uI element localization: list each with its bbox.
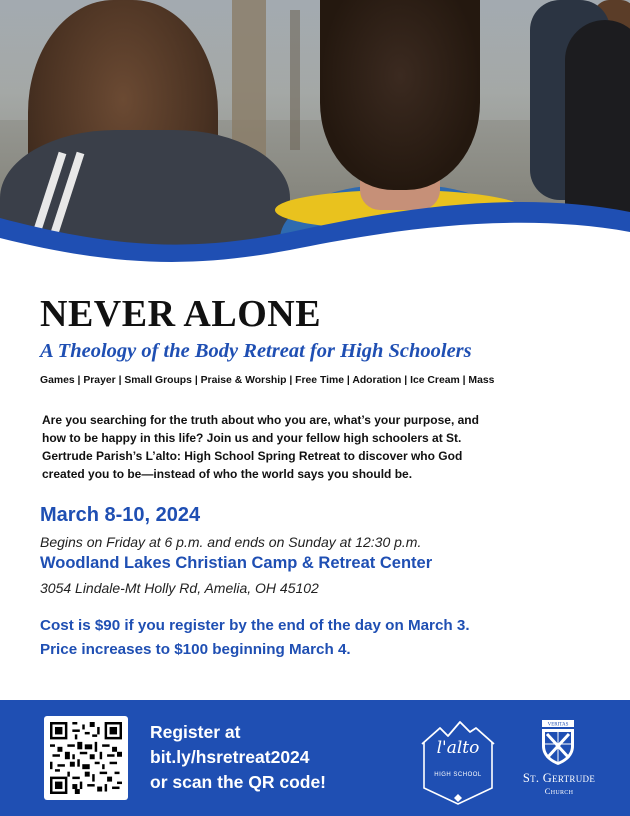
register-line: or scan the QR code!	[150, 772, 327, 792]
church-subtitle: Church	[544, 786, 574, 796]
lalto-logo-subtitle: HIGH SCHOOL	[434, 772, 482, 778]
intro-line: Are you searching for the truth about who you are, what’s your purpose, and	[42, 413, 479, 427]
event-time: Begins on Friday at 6 p.m. and ends on Sunday at 12:30 p.m.	[40, 534, 422, 550]
page-subtitle: A Theology of the Body Retreat for High Schoolers	[40, 340, 472, 362]
cost-line-late: Price increases to $100 beginning March 4.	[40, 641, 351, 658]
shield-banner-text: VERITAS	[547, 722, 569, 728]
intro-paragraph	[42, 411, 592, 483]
event-venue: Woodland Lakes Christian Camp & Retreat Center	[40, 554, 433, 572]
register-link[interactable]: bit.ly/hsretreat2024	[150, 747, 310, 767]
cost-line-early: Cost is $90 if you register by the end of the day on March 3.	[40, 617, 470, 634]
qr-code-icon	[50, 722, 122, 794]
event-address: 3054 Lindale-Mt Holly Rd, Amelia, OH 45102	[40, 580, 319, 596]
register-line: Register at	[150, 722, 241, 742]
qr-code[interactable]	[44, 716, 128, 800]
intro-line: created you to be—instead of who the world says you should be.	[42, 467, 413, 481]
lalto-logo-text: l'alto	[436, 738, 480, 758]
page-title: NEVER ALONE	[40, 293, 322, 335]
intro-line: Gertrude Parish’s L’alto: High School Spring Retreat to discover who God	[42, 449, 463, 463]
activities-list: Games | Prayer | Small Groups | Praise & Worship | Free Time | Adoration | Ice Cream | Mass	[40, 375, 495, 386]
cost-info	[40, 614, 610, 662]
intro-line: how to be happy in this life? Join us and your fellow high schoolers at St.	[42, 431, 462, 445]
footer-banner	[0, 700, 630, 816]
event-date: March 8-10, 2024	[40, 504, 201, 526]
shield-crest-icon	[538, 720, 578, 766]
church-name: St. Gertrude	[522, 771, 596, 785]
blue-wave-divider	[0, 190, 630, 300]
register-text	[150, 720, 390, 795]
mountain-logo-icon	[418, 718, 498, 806]
